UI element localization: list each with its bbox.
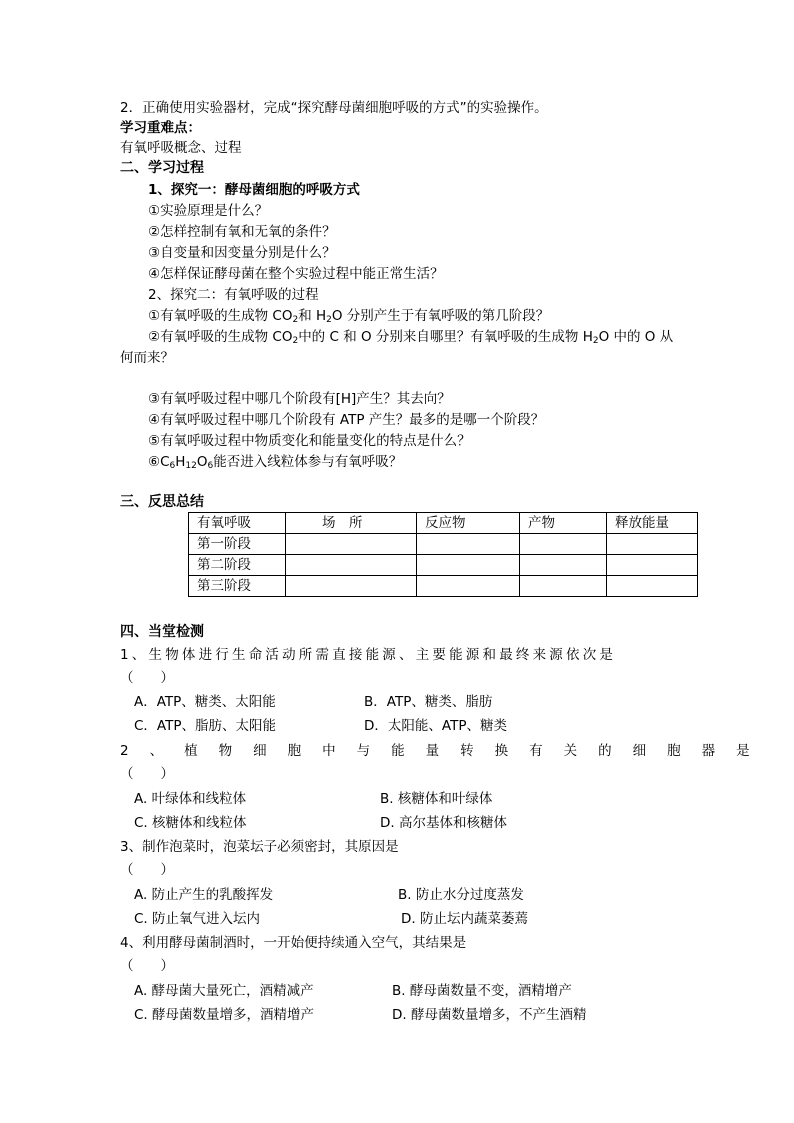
explore-2-q1: ①有氧呼吸的生成物 $CO_2$和 $H_2O$ 分别产生于有氧呼吸的第几阶段？ <box>148 308 550 325</box>
question-1-option-d[interactable]: D．太阳能、ATP、糖类 <box>364 718 507 734</box>
section-3-heading: 三、反思总结 <box>120 494 204 510</box>
table-cell[interactable] <box>607 555 698 576</box>
table-row-label: 第二阶段 <box>189 555 286 576</box>
table-cell[interactable] <box>286 555 417 576</box>
table-cell[interactable] <box>520 576 607 597</box>
question-2-option-b[interactable]: B. 核糖体和叶绿体 <box>380 791 493 807</box>
explore-1-q4: ④怎样保证酵母菌在整个实验过程中能正常生活？ <box>148 266 444 282</box>
question-2-stem: 2、植物细胞中与能量转换有关的细胞器是 <box>120 743 771 759</box>
question-1-blank: （ ） <box>120 670 174 686</box>
question-4-blank: （ ） <box>120 958 174 974</box>
table-cell[interactable] <box>417 576 520 597</box>
table-cell[interactable] <box>286 576 417 597</box>
table-row <box>189 534 698 555</box>
question-4-option-d[interactable]: D. 酵母菌数量增多，不产生酒精 <box>392 1007 587 1023</box>
question-1-option-c[interactable]: C．ATP、脂肪、太阳能 <box>134 718 277 734</box>
explore-2-q5: ⑤有氧呼吸过程中物质变化和能量变化的特点是什么？ <box>148 433 471 449</box>
table-row <box>189 555 698 576</box>
table-header-cell: 反应物 <box>417 513 520 534</box>
question-3-option-b[interactable]: B. 防止水分过度蒸发 <box>398 887 524 903</box>
section-2-heading: 二、学习过程 <box>120 160 204 176</box>
key-points-heading: 学习重难点： <box>120 120 201 136</box>
question-1-stem: 1、生物体进行生命活动所需直接能源、主要能源和最终来源依次是 <box>120 647 617 663</box>
table-cell[interactable] <box>417 534 520 555</box>
table-cell[interactable] <box>607 576 698 597</box>
table-header-cell: 有氧呼吸 <box>189 513 286 534</box>
explore-2-q2: ②有氧呼吸的生成物 $CO_2$中的 C 和 O 分别来自哪里？有氧呼吸的生成物 $H_2O$ 中的 O 从 <box>148 329 674 346</box>
table-header-cell: 释放能量 <box>607 513 698 534</box>
question-4-stem: 4、利用酵母菌制酒时，一开始便持续通入空气，其结果是 <box>120 935 467 951</box>
table-row <box>189 576 698 597</box>
table-cell[interactable] <box>520 555 607 576</box>
section-4-heading: 四、当堂检测 <box>120 624 204 640</box>
question-3-option-a[interactable]: A. 防止产生的乳酸挥发 <box>134 887 274 903</box>
objective-2: 2．正确使用实验器材，完成“探究酵母菌细胞呼吸的方式”的实验操作。 <box>120 100 548 116</box>
explore-2-q2-continued: 何而来？ <box>120 350 174 366</box>
explore-2-q4: ④有氧呼吸过程中哪几个阶段有 ATP 产生？最多的是哪一个阶段？ <box>148 412 545 428</box>
question-2-blank: （ ） <box>120 766 174 782</box>
question-3-option-d[interactable]: D. 防止坛内蔬菜萎蔫 <box>401 911 528 927</box>
table-row-label: 第三阶段 <box>189 576 286 597</box>
explore-1-q3: ③自变量和因变量分别是什么？ <box>148 245 336 261</box>
question-4-option-b[interactable]: B. 酵母菌数量不变，酒精增产 <box>392 983 572 999</box>
explore-1-title: 1、探究一：酵母菌细胞的呼吸方式 <box>148 182 360 198</box>
question-3-blank: （ ） <box>120 862 174 878</box>
table-cell[interactable] <box>520 534 607 555</box>
table-header-cell: 产物 <box>520 513 607 534</box>
question-1-option-a[interactable]: A．ATP、糖类、太阳能 <box>134 694 276 710</box>
explore-2-q3: ③有氧呼吸过程中哪几个阶段有[H]产生？其去向？ <box>148 391 451 407</box>
explore-2-q6: $⑥C_6H_{12}O_6$能否进入线粒体参与有氧呼吸？ <box>148 454 403 471</box>
table-row-label: 第一阶段 <box>189 534 286 555</box>
question-4-option-c[interactable]: C. 酵母菌数量增多，酒精增产 <box>134 1007 315 1023</box>
table-cell[interactable] <box>286 534 417 555</box>
table-header-cell: 场 所 <box>286 513 417 534</box>
question-4-option-a[interactable]: A. 酵母菌大量死亡，酒精减产 <box>134 983 314 999</box>
question-1-option-b[interactable]: B．ATP、糖类、脂肪 <box>364 694 493 710</box>
key-points-text: 有氧呼吸概念、过程 <box>120 140 242 156</box>
summary-table <box>188 512 698 597</box>
question-2-option-a[interactable]: A. 叶绿体和线粒体 <box>134 791 247 807</box>
question-3-stem: 3、制作泡菜时，泡菜坛子必须密封，其原因是 <box>120 839 399 855</box>
table-cell[interactable] <box>607 534 698 555</box>
explore-2-title: 2、探究二：有氧呼吸的过程 <box>148 287 319 303</box>
table-cell[interactable] <box>417 555 520 576</box>
question-2-option-d[interactable]: D. 高尔基体和核糖体 <box>380 815 507 831</box>
table-header-row <box>189 513 698 534</box>
explore-1-q2: ②怎样控制有氧和无氧的条件？ <box>148 224 336 240</box>
explore-1-q1: ①实验原理是什么？ <box>148 203 269 219</box>
question-3-option-c[interactable]: C. 防止氧气进入坛内 <box>134 911 261 927</box>
question-2-option-c[interactable]: C. 核糖体和线粒体 <box>134 815 247 831</box>
